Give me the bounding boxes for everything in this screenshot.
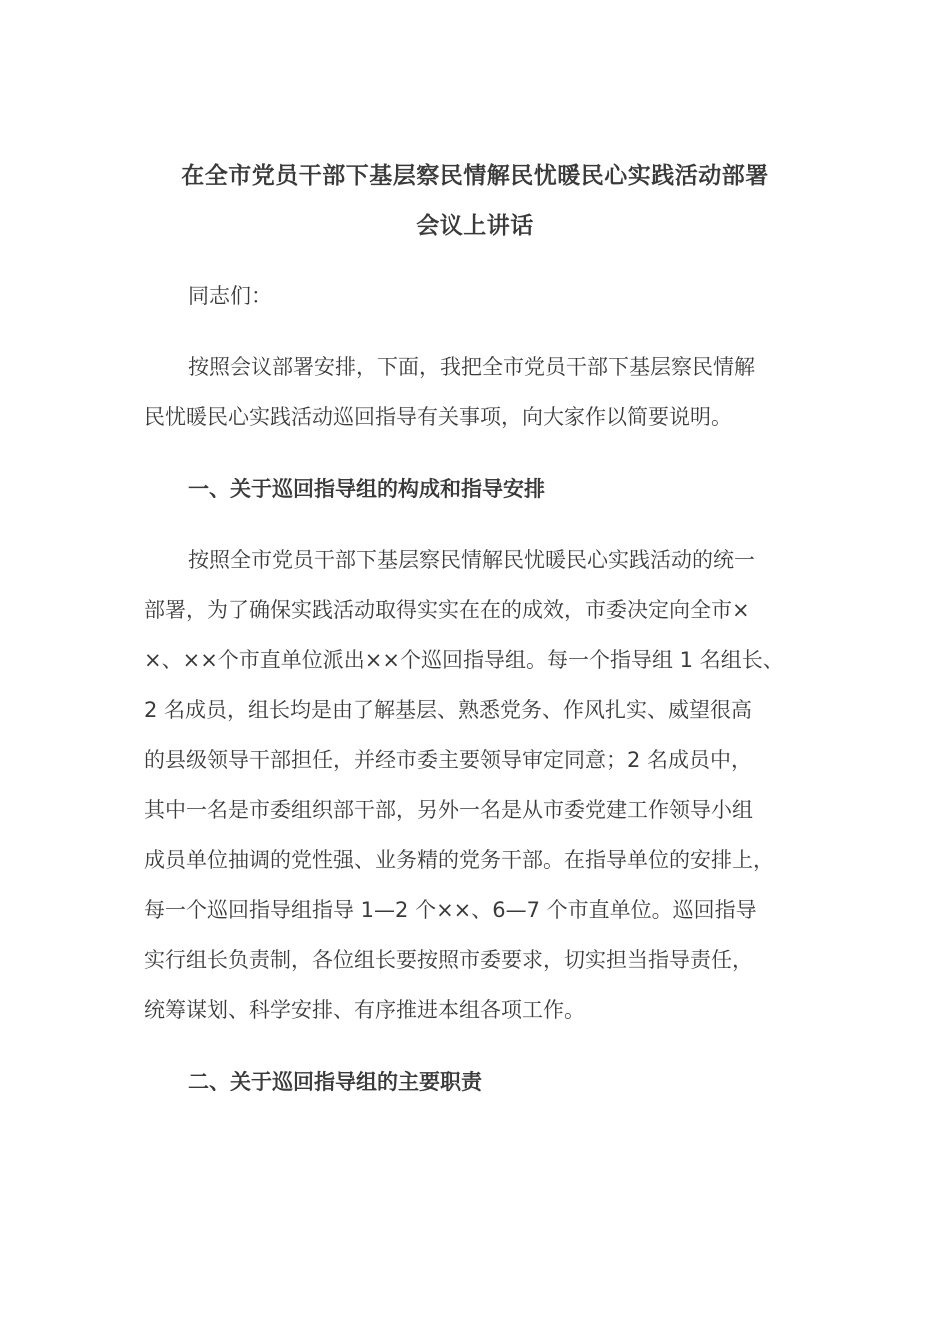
section-1-paragraph-line: 成员单位抽调的党性强、业务精的党务干部。在指导单位的安排上，	[144, 848, 774, 872]
section-1-paragraph-line: 的县级领导干部担任，并经市委主要领导审定同意；2 名成员中，	[144, 748, 753, 772]
intro-paragraph-line: 民忧暖民心实践活动巡回指导有关事项，向大家作以简要说明。	[144, 405, 732, 429]
section-heading-2: 二、关于巡回指导组的主要职责	[188, 1070, 482, 1094]
document-title-line-2: 会议上讲话	[416, 213, 534, 239]
section-1-paragraph-line: ×、××个市直单位派出××个巡回指导组。每一个指导组 1 名组长、	[144, 648, 784, 672]
document-title-line-1: 在全市党员干部下基层察民情解民忧暖民心实践活动部署	[181, 163, 769, 189]
greeting: 同志们：	[188, 284, 272, 308]
section-1-paragraph-line: 其中一名是市委组织部干部，另外一名是从市委党建工作领导小组	[144, 798, 753, 822]
section-1-paragraph-line: 部署，为了确保实践活动取得实实在在的成效，市委决定向全市×	[144, 598, 750, 622]
intro-paragraph-line: 按照会议部署安排，下面，我把全市党员干部下基层察民情解	[188, 355, 755, 379]
section-1-paragraph-line: 统筹谋划、科学安排、有序推进本组各项工作。	[144, 998, 585, 1022]
section-1-paragraph-line: 实行组长负责制，各位组长要按照市委要求，切实担当指导责任，	[144, 948, 753, 972]
section-1-paragraph-line: 2 名成员，组长均是由了解基层、熟悉党务、作风扎实、威望很高	[144, 698, 753, 722]
section-heading-1: 一、关于巡回指导组的构成和指导安排	[188, 477, 545, 501]
section-1-paragraph-line: 每一个巡回指导组指导 1—2 个××、6—7 个市直单位。巡回指导	[144, 898, 757, 922]
section-1-paragraph-line: 按照全市党员干部下基层察民情解民忧暖民心实践活动的统一	[188, 548, 755, 572]
